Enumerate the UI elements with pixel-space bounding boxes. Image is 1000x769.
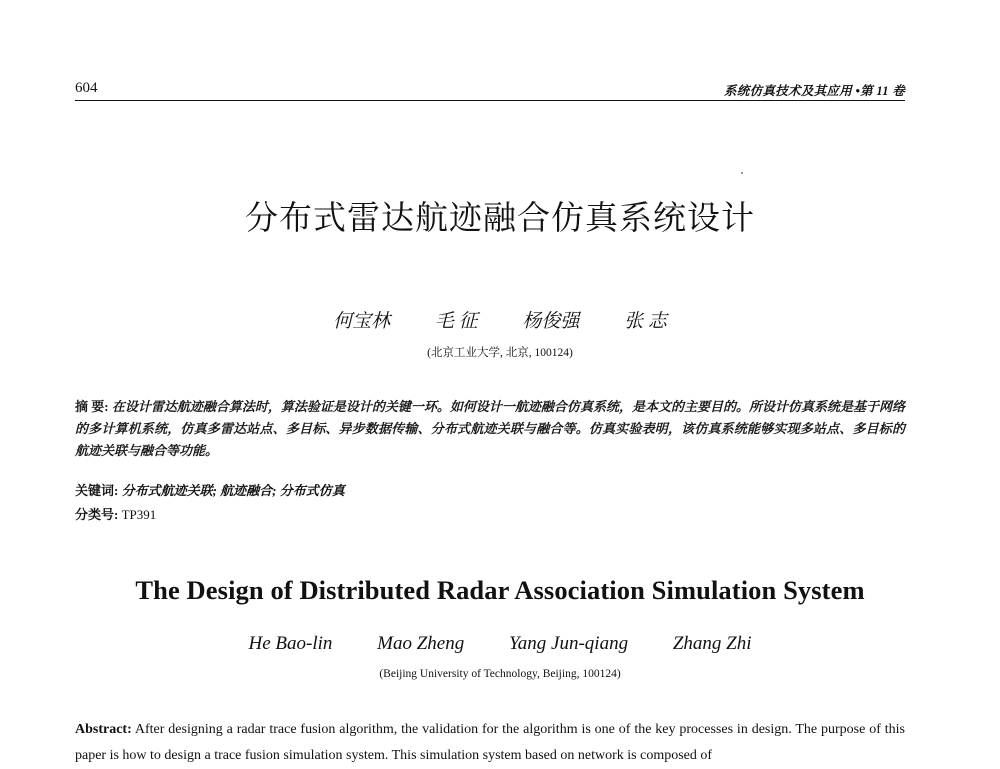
chinese-keywords-text: 分布式航迹关联; 航迹融合; 分布式仿真 [121, 483, 345, 498]
chinese-abstract [75, 396, 905, 462]
journal-title: 系统仿真技术及其应用 •第 11 卷 [724, 84, 905, 98]
chinese-affiliation: (北京工业大学, 北京, 100124) [427, 347, 573, 359]
scan-speck [741, 172, 743, 174]
english-authors [0, 633, 1000, 655]
chinese-classification-code: TP391 [121, 507, 157, 522]
chinese-author: 毛 征 [434, 311, 478, 332]
chinese-author: 杨俊强 [522, 311, 580, 332]
english-abstract-label: Abstract: [75, 722, 132, 737]
chinese-abstract-text: 在设计雷达航迹融合算法时，算法验证是设计的关键一环。如何设计一航迹融合仿真系统，是本文的主要目的。所设计仿真系统是基于网络的多计算机系统，仿真多雷达站点、多目标、异步数据传输、分布式航迹关联与融合等。仿真实验表明，该仿真系统能够实现多站点、多目标的航迹关联与融合等功能。 [75, 399, 905, 458]
chinese-keywords-label: 关键词: [75, 483, 119, 498]
english-author: Mao Zheng [377, 633, 465, 654]
english-title: The Design of Distributed Radar Association Simulation System [135, 575, 865, 605]
english-author: Zhang Zhi [672, 633, 752, 654]
running-header [75, 78, 905, 101]
english-author: Yang Jun-qiang [508, 633, 629, 654]
chinese-title: 分布式雷达航迹融合仿真系统设计 [245, 198, 755, 237]
english-abstract [75, 717, 905, 769]
english-author: He Bao-lin [248, 633, 333, 654]
chinese-keywords [75, 480, 345, 499]
chinese-abstract-label: 摘 要: [75, 399, 109, 414]
english-affiliation: (Beijing University of Technology, Beijing, 100124) [379, 668, 621, 680]
chinese-authors [0, 306, 1000, 333]
chinese-author: 何宝林 [333, 311, 391, 332]
chinese-classification [75, 504, 156, 523]
chinese-classification-label: 分类号: [75, 507, 119, 522]
english-abstract-text: After designing a radar trace fusion algorithm, the validation for the algorithm is one of the key processes in design. The purpose of this paper is how to design a trace fusion simulation system. This simulation system based on network is composed of [75, 722, 905, 763]
page-number: 604 [75, 80, 98, 96]
chinese-author: 张 志 [624, 311, 667, 332]
